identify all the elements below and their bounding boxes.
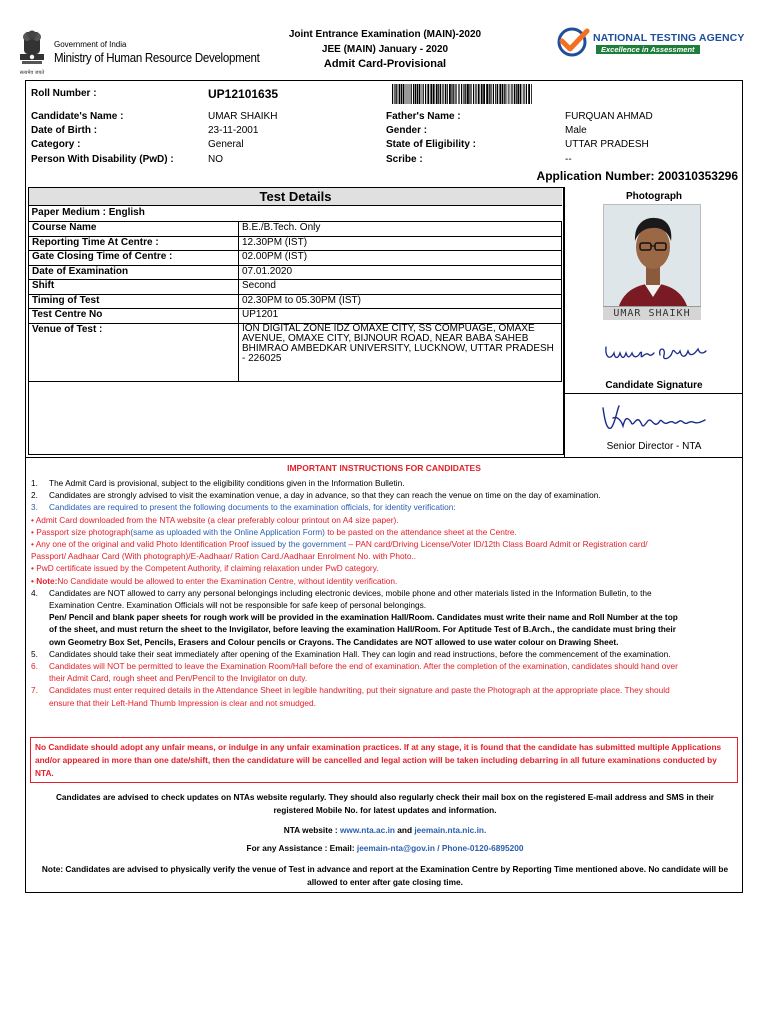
barcode-bar <box>467 84 469 104</box>
instruction-text: Candidates will NOT be permitted to leave the Examination Room/Hall before the end of examination. After the completion of the examination, candidates should hand over <box>49 661 678 672</box>
table-row <box>29 251 562 266</box>
instruction-item <box>31 660 731 684</box>
row-value: 12.30PM (IST) <box>239 236 562 251</box>
advice-text: Candidates are advised to check updates on NTAs website regularly. They should also regularly check their mail box on the registered E-mail address and SMS in their registered Mobile No. for latest updates and information. <box>55 792 715 815</box>
pwd-value: NO <box>208 154 223 165</box>
state-label: State of Eligibility : <box>386 139 477 150</box>
barcode-bar <box>481 84 483 104</box>
instruction-text: Candidates should take their seat immediately after opening of the Examination Hall. They can login and read instructions, before the commencement of the examination. <box>49 648 671 659</box>
barcode-bar <box>421 84 422 104</box>
exam-subtitle: JEE (MAIN) January - 2020 <box>321 43 449 55</box>
table-row <box>29 309 562 324</box>
instruction-text: Candidates must enter required details in the Attendance Sheet in legible handwriting, put their signature and paste the Photograph at the appropriate place. They should <box>49 685 670 696</box>
dob-value: 23-11-2001 <box>208 125 259 136</box>
candidate-photo <box>603 204 701 320</box>
barcode-bar <box>394 84 395 104</box>
barcode-bar <box>449 84 451 104</box>
application-number-label: Application Number: <box>536 169 655 183</box>
row-value: ION DIGITAL ZONE IDZ OMAXE CITY, SS COMPUAGE, OMAXE AVENUE, OMAXE CITY, BIJNOUR ROAD, NEAR BABA SAHEB BHIMRAO AMBEDKAR UNIVERSITY, LUCKNOW, UTTAR PRADESH - 226025 <box>239 323 562 381</box>
row-value: Second <box>239 280 562 295</box>
barcode-bar <box>526 84 527 104</box>
candidate-photo-image <box>604 205 701 320</box>
barcode-bar <box>493 84 494 104</box>
barcode-bar <box>445 84 446 104</box>
barcode-bar <box>411 84 412 104</box>
table-row <box>29 280 562 295</box>
instruction-item <box>31 477 731 489</box>
gender-label: Gender : <box>386 125 428 136</box>
instruction-item <box>31 684 731 708</box>
barcode-bar <box>469 84 470 104</box>
barcode-bar <box>459 84 460 104</box>
barcode-bar <box>531 84 532 104</box>
barcode-bar <box>486 84 488 104</box>
father-name-label: Father's Name : <box>386 111 461 122</box>
assistance-prefix: For any Assistance : Email: <box>246 843 357 853</box>
barcode-bar <box>465 84 466 104</box>
barcode-bar <box>403 84 404 104</box>
barcode-bar <box>453 84 454 104</box>
instruction-number: 1. <box>31 478 38 488</box>
instruction-number: 7. <box>31 685 38 696</box>
instruction-text: Pen/ Pencil and blank paper sheets for rough work will be provided in the examination Hall/Room. Candidates must write their name and Roll Number at the top <box>49 612 678 623</box>
bullet-text: to be pasted on the attendance sheet at the Centre. <box>324 526 517 537</box>
bullet-text: • Passport size photograph <box>31 526 131 537</box>
roll-number-value: UP12101635 <box>208 87 279 101</box>
instruction-text: Examination Centre. Examination Officials will not be responsible for safe keep of personal belongings. <box>49 600 427 611</box>
barcode-bar <box>396 84 397 104</box>
barcode-bar <box>455 84 456 104</box>
row-value: UP1201 <box>239 309 562 324</box>
nta-tagline: Excellence in Assessment <box>596 45 700 54</box>
instruction-text: their Admit Card, rough sheet and Pen/Pencil to the Invigilator on duty. <box>49 673 308 684</box>
barcode-bar <box>489 84 490 104</box>
nta-name: NATIONAL TESTING AGENCY <box>593 32 745 44</box>
table-row <box>29 236 562 251</box>
barcode-bar <box>461 84 462 104</box>
instruction-number: 2. <box>31 490 38 501</box>
row-label: Gate Closing Time of Centre : <box>29 251 239 266</box>
instruction-text: Candidates are NOT allowed to carry any personal belongings including electronic devices, mobile phone and other materials listed in the Information Bulletin, to the <box>49 587 652 598</box>
nta-logo-icon <box>556 27 590 57</box>
row-label: Course Name <box>29 222 239 237</box>
row-label: Timing of Test <box>29 294 239 309</box>
barcode-bar <box>440 84 441 104</box>
bullet-text: (same as uploaded with the Online Application Form) <box>130 526 325 537</box>
test-details-title: Test Details <box>29 188 562 206</box>
instructions-list <box>31 477 731 709</box>
barcode-bar <box>505 84 506 104</box>
barcode-bar <box>499 84 501 104</box>
barcode-bar <box>514 84 515 104</box>
ministry-name: Ministry of Human Resource Development <box>54 51 260 65</box>
barcode-bar <box>510 84 511 104</box>
barcode-bar <box>401 84 402 104</box>
director-signature-image <box>597 400 709 436</box>
row-label: Reporting Time At Centre : <box>29 236 239 251</box>
nta-website-line <box>40 824 730 837</box>
row-label: Venue of Test : <box>29 323 239 381</box>
barcode-bar <box>490 84 491 104</box>
table-row <box>29 294 562 309</box>
barcode-bar <box>516 84 517 104</box>
row-value: 07.01.2020 <box>239 265 562 280</box>
unfair-means-warning: No Candidate should adopt any unfair means, or indulge in any unfair examination practices. If at any stage, it is found that the candidate has submitted multiple Applications and/or appeared in more than one date/shift, then the candidature will be cancelled and legal action will be taken including debarring in all future examinations conducted by NTA. <box>30 737 738 783</box>
barcode-bar <box>392 84 393 104</box>
candidate-name-value: UMAR SHAIKH <box>208 111 278 122</box>
instruction-number: 6. <box>31 661 38 672</box>
card-title: Admit Card-Provisional <box>323 58 447 70</box>
gender-value: Male <box>565 125 587 136</box>
state-value: UTTAR PRADESH <box>565 139 649 150</box>
column-divider <box>564 187 565 457</box>
barcode-bar <box>508 84 509 104</box>
bullet-text: No Candidate would be allowed to enter the Examination Centre, without identity verification. <box>57 575 398 586</box>
website-prefix: NTA website : <box>283 825 340 835</box>
barcode-bar <box>451 84 452 104</box>
jeemain-website-link[interactable]: jeemain.nta.nic.in. <box>414 825 487 835</box>
website-and: and <box>394 825 415 835</box>
barcode-bar <box>399 84 401 104</box>
barcode-bar <box>442 84 443 104</box>
barcode-bar <box>447 84 448 104</box>
barcode-bar <box>511 84 512 104</box>
barcode-bar <box>425 84 426 104</box>
bullet-item <box>31 575 731 587</box>
barcode-bar <box>507 84 508 104</box>
barcode-bar <box>427 84 429 104</box>
scribe-label: Scribe : <box>386 154 423 165</box>
barcode-bar <box>436 84 438 104</box>
instruction-text: Candidates are required to present the following documents to the examination officials, for identity verification: <box>49 502 456 513</box>
bullet-text: – PAN card/Driving License/Voter ID/12th Class Board Admit or Registration card/ <box>346 539 648 550</box>
barcode-bar <box>495 84 496 104</box>
instruction-text: own Geometry Box Set, Pencils, Erasers and Colour pencils or Crayons. The Candidates are NOT allowed to use water colour on Drawing Sheet. <box>49 636 619 647</box>
barcode-bar <box>406 84 407 104</box>
instruction-item <box>31 489 731 501</box>
row-value: 02.00PM (IST) <box>239 251 562 266</box>
header-title-block <box>240 28 530 72</box>
row-label: Date of Examination <box>29 265 239 280</box>
barcode-bar <box>417 84 419 104</box>
instruction-number: 5. <box>31 648 38 659</box>
instruction-item <box>31 648 731 660</box>
barcode-bar <box>483 84 485 104</box>
category-value: General <box>208 139 244 150</box>
candidate-signature-image <box>600 337 710 367</box>
government-emblem-icon <box>14 28 50 78</box>
bullet-item: Passport/ Aadhaar Card (With photograph)/E-Aadhaar/ Ration Card./Aadhaar Enrolment No. with Photo.. <box>31 551 417 562</box>
barcode-bar <box>504 84 505 104</box>
application-number <box>537 169 738 183</box>
instruction-text: Candidates are strongly advised to visit the examination venue, a day in advance, so that they can reach the venue on time on the day of examination. <box>49 490 601 501</box>
photo-caption: UMAR SHAIKH <box>603 306 701 320</box>
candidate-signature-label: Candidate Signature <box>605 380 703 391</box>
table-row <box>29 265 562 280</box>
instruction-text: of the sheet, and must return the sheet to the Invigilator, before leaving the examination Hall/Room. For Aptitude Test of B.Arch., the candidate must bring their <box>49 624 676 635</box>
svg-text:सत्यमेव जयते: सत्यमेव जयते <box>19 70 45 76</box>
instruction-text: The Admit Card is provisional, subject to the eligibility conditions given in the Information Bulletin. <box>49 478 405 488</box>
barcode-bar <box>438 84 439 104</box>
application-number-value: 200310353296 <box>657 169 738 183</box>
barcode-bar <box>415 84 416 104</box>
barcode-bar <box>471 84 472 104</box>
scribe-value: -- <box>565 154 572 165</box>
category-label: Category : <box>31 139 81 150</box>
barcode-bar <box>405 84 406 104</box>
barcode-bar <box>517 84 519 104</box>
barcode-bar <box>419 84 420 104</box>
barcode-bar <box>475 84 476 104</box>
row-value: B.E./B.Tech. Only <box>239 222 562 237</box>
barcode-bar <box>430 84 432 104</box>
barcode-bar <box>456 84 457 104</box>
barcode-bar <box>473 84 474 104</box>
venue-verification-note: Note: Candidates are advised to physically verify the venue of Test in advance and report at the Examination Centre by Reporting Time mentioned above. No candidate will be allowed to enter after gate closing time. <box>41 864 729 887</box>
barcode-bar <box>409 84 410 104</box>
row-label: Test Centre No <box>29 309 239 324</box>
row-label: Shift <box>29 280 239 295</box>
instruction-number: 3. <box>31 502 38 513</box>
barcode-bar <box>522 84 523 104</box>
barcode-bar <box>497 84 498 104</box>
candidate-name-label: Candidate's Name : <box>31 111 124 122</box>
roll-number-label: Roll Number : <box>31 88 97 99</box>
father-name-value: FURQUAN AHMAD <box>565 111 653 122</box>
dob-label: Date of Birth : <box>31 125 98 136</box>
bullet-item: • PwD certificate issued by the Competent Authority, if claiming relaxation under PwD category. <box>31 563 379 574</box>
barcode-bar <box>523 84 524 104</box>
row-value: 02.30PM to 05.30PM (IST) <box>239 294 562 309</box>
instruction-text: ensure that their Left-Hand Thumb Impression is clear and not smudged. <box>49 697 316 708</box>
bullet-item <box>31 538 731 550</box>
paper-medium: Paper Medium : English <box>29 207 562 222</box>
instruction-number: 4. <box>31 587 38 598</box>
barcode <box>392 84 532 104</box>
barcode-bar <box>458 84 459 104</box>
barcode-bar <box>433 84 435 104</box>
senior-director-label: Senior Director - NTA <box>606 441 702 452</box>
assistance-line <box>40 842 730 855</box>
table-row <box>29 323 562 381</box>
barcode-bar <box>478 84 480 104</box>
barcode-bar <box>502 84 503 104</box>
barcode-bar <box>413 84 414 104</box>
instructions-title: IMPORTANT INSTRUCTIONS FOR CANDIDATES <box>287 463 481 473</box>
bullet-text: issued by the government <box>251 539 347 550</box>
gov-line1: Government of India <box>54 40 127 49</box>
test-details-table <box>28 207 562 382</box>
bullet-item <box>31 526 731 538</box>
nta-website-link[interactable]: www.nta.ac.in <box>339 825 395 835</box>
bullet-text: • Any one of the original and valid Photo Identification Proof <box>31 539 252 550</box>
divider <box>565 393 743 394</box>
instruction-item <box>31 501 731 513</box>
barcode-bar <box>423 84 424 104</box>
instruction-item <box>31 587 731 648</box>
barcode-bar <box>408 84 409 104</box>
barcode-bar <box>528 84 530 104</box>
bullet-item: • Admit Card downloaded from the NTA website (a clear preferably colour printout on A4 size paper). <box>31 514 399 525</box>
assistance-contact[interactable]: jeemain-nta@gov.in / Phone-0120-6895200 <box>356 843 524 853</box>
barcode-bar <box>463 84 464 104</box>
table-row <box>29 222 562 237</box>
note-label: • Note: <box>31 575 58 586</box>
pwd-label: Person With Disability (PwD) : <box>31 154 174 165</box>
photograph-title: Photograph <box>625 191 683 202</box>
barcode-bar <box>520 84 521 104</box>
exam-title: Joint Entrance Examination (MAIN)-2020 <box>288 29 482 40</box>
